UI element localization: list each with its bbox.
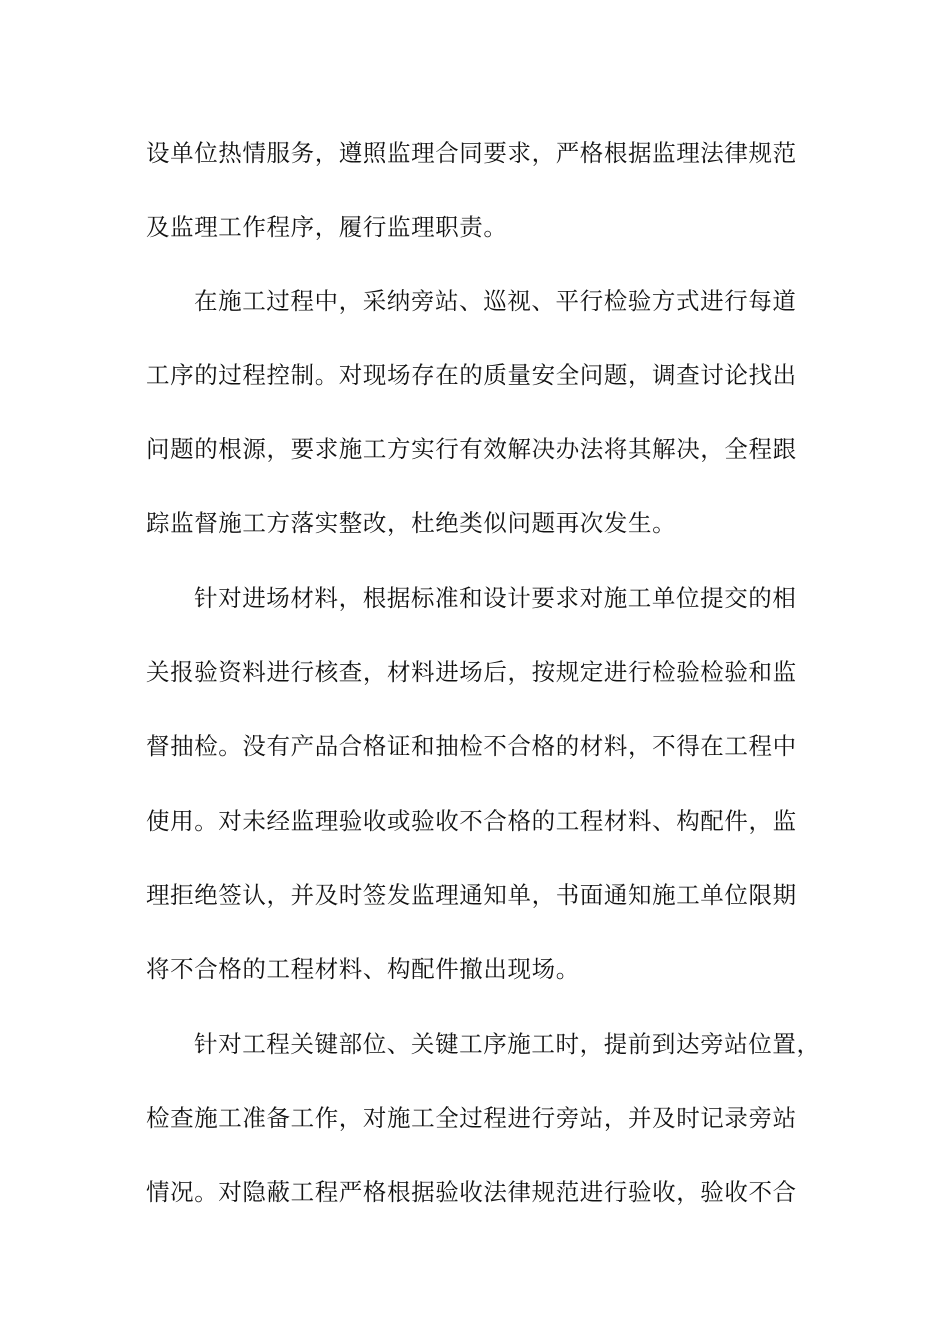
text-line: 将不合格的工程材料、构配件撤出现场。 <box>146 955 580 983</box>
paragraph-first-line: 在施工过程中，采纳旁站、巡视、平行检验方式进行每道 <box>194 287 797 315</box>
paragraph-first-line: 针对工程关键部位、关键工序施工时，提前到达旁站位置， <box>194 1030 821 1058</box>
text-line: 关报验资料进行核查，材料进场后，按规定进行检验检验和监 <box>146 658 797 686</box>
text-line: 问题的根源，要求施工方实行有效解决办法将其解决，全程跟 <box>146 435 797 463</box>
text-line: 踪监督施工方落实整改，杜绝类似问题再次发生。 <box>146 509 677 537</box>
text-line: 使用。对未经监理验收或验收不合格的工程材料、构配件，监 <box>146 807 797 835</box>
text-line: 理拒绝签认，并及时签发监理通知单，书面通知施工单位限期 <box>146 881 797 909</box>
text-line: 检查施工准备工作，对施工全过程进行旁站，并及时记录旁站 <box>146 1104 797 1132</box>
text-line: 设单位热情服务，遵照监理合同要求，严格根据监理法律规范 <box>146 139 797 167</box>
paragraph-first-line: 针对进场材料，根据标准和设计要求对施工单位提交的相 <box>194 584 797 612</box>
text-line: 情况。对隐蔽工程严格根据验收法律规范进行验收，验收不合 <box>146 1178 797 1206</box>
text-line: 督抽检。没有产品合格证和抽检不合格的材料，不得在工程中 <box>146 732 797 760</box>
text-line: 及监理工作程序，履行监理职责。 <box>146 213 508 241</box>
text-line: 工序的过程控制。对现场存在的质量安全问题，调查讨论找出 <box>146 361 797 389</box>
